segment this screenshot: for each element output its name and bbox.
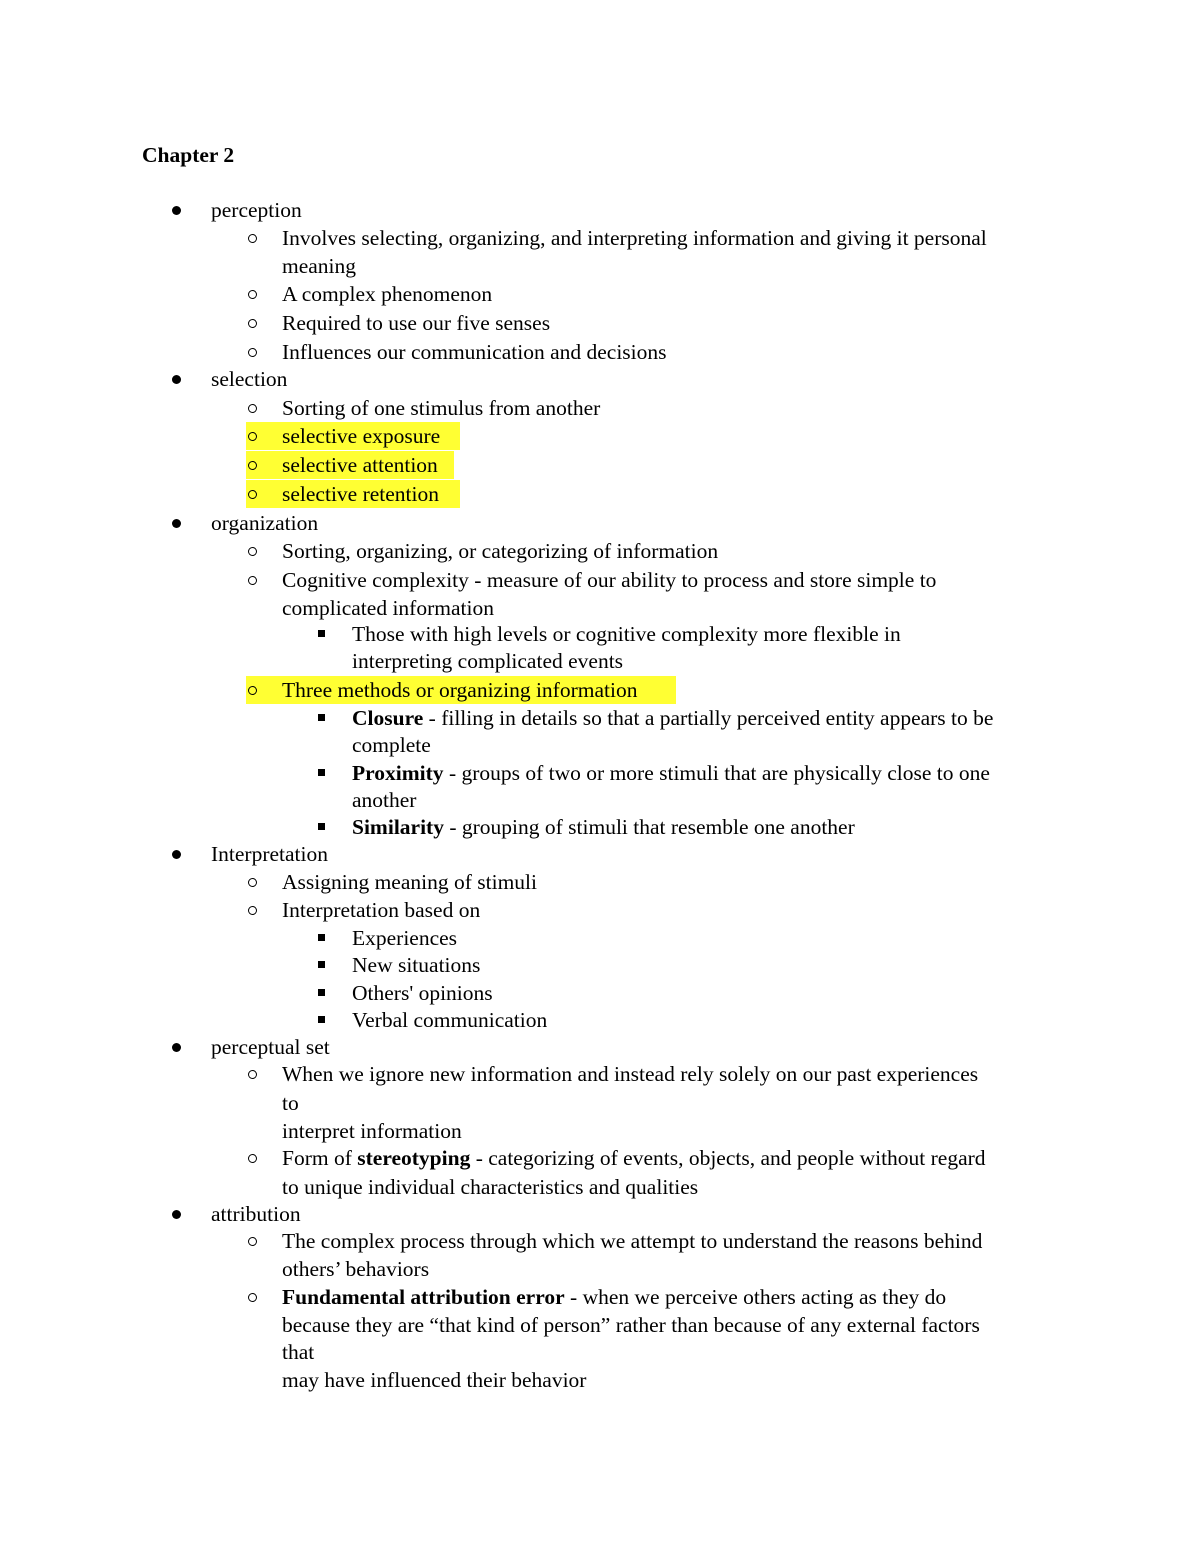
bullet-circle-icon [248, 480, 257, 508]
list-item-highlighted: selective retention [282, 482, 439, 506]
list-item-continuation: may have influenced their behavior [282, 1368, 587, 1392]
bullet-circle-icon [248, 338, 257, 366]
term-fundamental-attribution-error: Fundamental attribution error [282, 1285, 565, 1309]
list-item: Sorting of one stimulus from another [282, 396, 601, 420]
bullet-square-icon [318, 759, 325, 787]
bullet-disc-icon [172, 840, 181, 868]
sub-list-item-continuation: complete [352, 733, 431, 757]
term-proximity: Proximity [352, 761, 444, 785]
sub-list-item: New situations [352, 953, 481, 977]
section-label-perceptual-set: perceptual set [211, 1035, 330, 1059]
bullet-square-icon [318, 924, 325, 952]
list-item-highlighted: selective attention [282, 453, 438, 477]
bullet-square-icon [318, 951, 325, 979]
list-item-continuation: to unique individual characteristics and qualities [282, 1175, 699, 1199]
section-label-interpretation: Interpretation [211, 842, 329, 866]
sub-list-item: Others' opinions [352, 981, 493, 1005]
list-item-highlighted: selective exposure [282, 424, 441, 448]
list-item: When we ignore new information and instead rely solely on our past experiences [282, 1062, 979, 1086]
bullet-circle-icon [248, 1227, 257, 1255]
list-item-highlighted: Three methods or organizing information [282, 678, 638, 702]
sub-list-item-continuation: interpreting complicated events [352, 649, 624, 673]
bullet-square-icon [318, 1006, 325, 1034]
list-item: Interpretation based on [282, 898, 481, 922]
bullet-circle-icon [248, 394, 257, 422]
bullet-disc-icon [172, 509, 181, 537]
bullet-square-icon [318, 979, 325, 1007]
bullet-circle-icon [248, 896, 257, 924]
bullet-circle-icon [248, 676, 257, 704]
sub-list-item [352, 704, 993, 732]
section-label-organization: organization [211, 511, 319, 535]
bullet-square-icon [318, 813, 325, 841]
bullet-square-icon [318, 620, 325, 648]
list-item-continuation: complicated information [282, 596, 494, 620]
list-item: Cognitive complexity - measure of our ability to process and store simple to [282, 568, 937, 592]
sub-list-item-continuation: another [352, 788, 417, 812]
list-item: Involves selecting, organizing, and interpreting information and giving it personal [282, 226, 987, 250]
bullet-circle-icon [248, 280, 257, 308]
term-closure: Closure [352, 706, 424, 730]
list-item-continuation: because they are “that kind of person” rather than because of any external factors [282, 1313, 980, 1337]
list-item-continuation: interpret information [282, 1119, 462, 1143]
document-title: Chapter 2 [142, 143, 235, 167]
sub-list-item: Verbal communication [352, 1008, 548, 1032]
list-item-continuation: to [282, 1091, 299, 1115]
list-item-continuation: that [282, 1340, 315, 1364]
term-stereotyping: stereotyping [357, 1146, 471, 1170]
bullet-circle-icon [248, 1144, 257, 1172]
bullet-disc-icon [172, 1033, 181, 1061]
bullet-disc-icon [172, 1200, 181, 1228]
sub-list-item: Those with high levels or cognitive complexity more flexible in [352, 622, 901, 646]
list-item: Assigning meaning of stimuli [282, 870, 538, 894]
definition-text: - groups of two or more stimuli that are physically close to one [443, 761, 990, 785]
definition-text: - grouping of stimuli that resemble one another [443, 815, 855, 839]
list-item: The complex process through which we attempt to understand the reasons behind [282, 1229, 983, 1253]
list-item: Sorting, organizing, or categorizing of information [282, 539, 719, 563]
term-similarity: Similarity [352, 815, 444, 839]
sub-list-item [352, 813, 855, 841]
list-item: Influences our communication and decisions [282, 340, 667, 364]
bullet-disc-icon [172, 196, 181, 224]
list-item: Required to use our five senses [282, 311, 551, 335]
bullet-circle-icon [248, 1060, 257, 1088]
definition-text: - when we perceive others acting as they do [564, 1285, 947, 1309]
section-label-perception: perception [211, 198, 302, 222]
definition-text: - filling in details so that a partially perceived entity appears to be [423, 706, 994, 730]
bullet-disc-icon [172, 365, 181, 393]
definition-text: - categorizing of events, objects, and people without regard [470, 1146, 986, 1170]
section-label-selection: selection [211, 367, 288, 391]
bullet-circle-icon [248, 566, 257, 594]
bullet-circle-icon [248, 868, 257, 896]
bullet-circle-icon [248, 537, 257, 565]
list-item [282, 1283, 946, 1311]
list-item [282, 1144, 986, 1172]
sub-list-item: Experiences [352, 926, 458, 950]
section-label-attribution: attribution [211, 1202, 301, 1226]
bullet-circle-icon [248, 1283, 257, 1311]
bullet-circle-icon [248, 451, 257, 479]
bullet-circle-icon [248, 309, 257, 337]
prefix-text: Form of [282, 1146, 358, 1170]
list-item-continuation: others’ behaviors [282, 1257, 430, 1281]
bullet-circle-icon [248, 224, 257, 252]
bullet-square-icon [318, 704, 325, 732]
list-item-continuation: meaning [282, 254, 357, 278]
sub-list-item [352, 759, 990, 787]
bullet-circle-icon [248, 422, 257, 450]
list-item: A complex phenomenon [282, 282, 493, 306]
